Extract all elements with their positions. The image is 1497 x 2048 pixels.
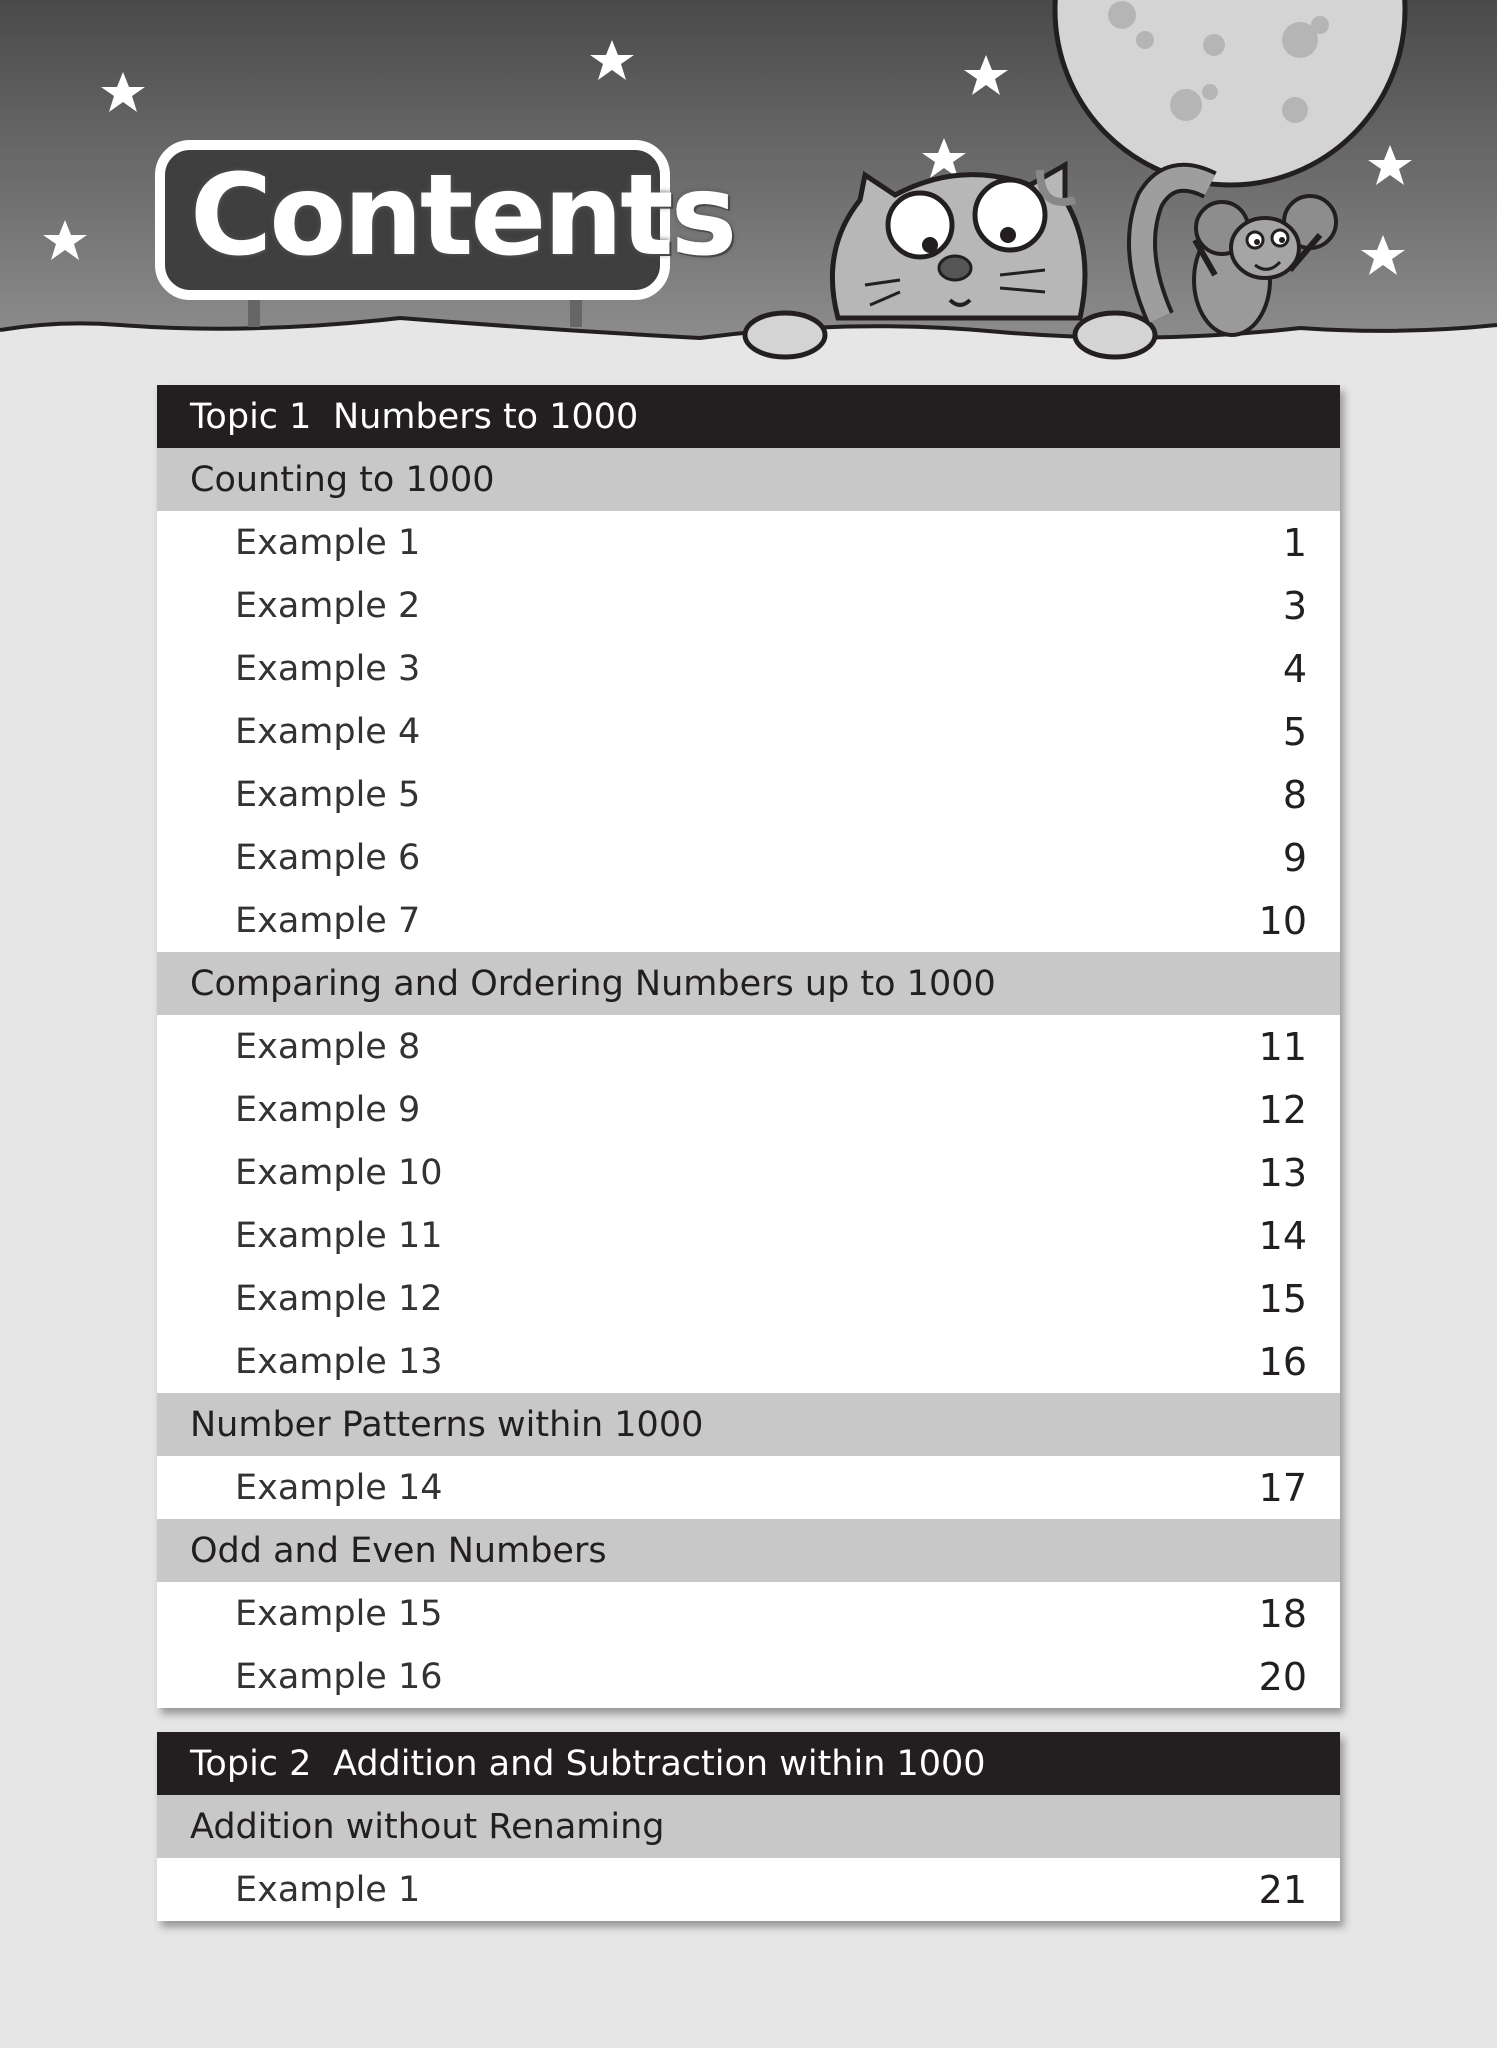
entry-page: 5 (1282, 709, 1307, 754)
entry-page: 20 (1258, 1654, 1307, 1699)
entry-label: Example 12 (235, 1278, 443, 1319)
entry-page: 11 (1258, 1024, 1307, 1069)
toc-entry[interactable] (157, 889, 1340, 952)
topic-number: Topic 2 (190, 1743, 312, 1784)
toc-entry[interactable] (157, 1456, 1340, 1519)
entry-label: Example 14 (235, 1467, 443, 1508)
entry-page: 21 (1258, 1867, 1307, 1912)
toc-entry[interactable] (157, 1204, 1340, 1267)
entry-label: Example 13 (235, 1341, 443, 1382)
section-heading (157, 952, 1340, 1015)
topic-title: Addition and Subtraction within 1000 (333, 1743, 986, 1784)
entry-page: 17 (1258, 1465, 1307, 1510)
toc-entry[interactable] (157, 511, 1340, 574)
toc-entry[interactable] (157, 700, 1340, 763)
toc-entry[interactable] (157, 1078, 1340, 1141)
toc-topic-2 (157, 1732, 1340, 1921)
entry-label: Example 15 (235, 1593, 443, 1634)
entry-label: Example 1 (235, 1869, 421, 1910)
topic-header (157, 385, 1340, 448)
entry-page: 12 (1258, 1087, 1307, 1132)
toc-entry[interactable] (157, 1141, 1340, 1204)
entry-page: 3 (1282, 583, 1307, 628)
section-heading (157, 1393, 1340, 1456)
toc-entry[interactable] (157, 1858, 1340, 1921)
toc-entry[interactable] (157, 1645, 1340, 1708)
section-heading (157, 448, 1340, 511)
entry-page: 15 (1258, 1276, 1307, 1321)
toc-entry[interactable] (157, 574, 1340, 637)
entry-page: 1 (1282, 520, 1307, 565)
section-heading (157, 1795, 1340, 1858)
entry-page: 8 (1282, 772, 1307, 817)
section-title: Number Patterns within 1000 (190, 1404, 704, 1445)
entry-page: 4 (1282, 646, 1307, 691)
section-title: Counting to 1000 (190, 459, 495, 500)
entry-page: 9 (1282, 835, 1307, 880)
toc-entry[interactable] (157, 1015, 1340, 1078)
section-heading (157, 1519, 1340, 1582)
toc-topic-1 (157, 385, 1340, 1708)
topic-number: Topic 1 (190, 396, 312, 437)
entry-label: Example 10 (235, 1152, 443, 1193)
toc-entry[interactable] (157, 637, 1340, 700)
entry-label: Example 4 (235, 711, 421, 752)
entry-label: Example 8 (235, 1026, 421, 1067)
entry-label: Example 3 (235, 648, 421, 689)
entry-page: 18 (1258, 1591, 1307, 1636)
entry-label: Example 7 (235, 900, 421, 941)
toc-entry[interactable] (157, 1267, 1340, 1330)
entry-page: 13 (1258, 1150, 1307, 1195)
toc-entry[interactable] (157, 1582, 1340, 1645)
section-title: Addition without Renaming (190, 1806, 665, 1847)
section-title: Comparing and Ordering Numbers up to 1000 (190, 963, 996, 1004)
toc-entry[interactable] (157, 763, 1340, 826)
entry-label: Example 11 (235, 1215, 443, 1256)
entry-page: 10 (1258, 898, 1307, 943)
entry-label: Example 5 (235, 774, 421, 815)
entry-label: Example 16 (235, 1656, 443, 1697)
entry-label: Example 2 (235, 585, 421, 626)
entry-page: 16 (1258, 1339, 1307, 1384)
section-title: Odd and Even Numbers (190, 1530, 607, 1571)
toc-entry[interactable] (157, 826, 1340, 889)
entry-label: Example 6 (235, 837, 421, 878)
topic-header (157, 1732, 1340, 1795)
toc-entry[interactable] (157, 1330, 1340, 1393)
entry-label: Example 9 (235, 1089, 421, 1130)
entry-page: 14 (1258, 1213, 1307, 1258)
page-title: Contents (190, 151, 735, 281)
topic-title: Numbers to 1000 (333, 396, 639, 437)
entry-label: Example 1 (235, 522, 421, 563)
